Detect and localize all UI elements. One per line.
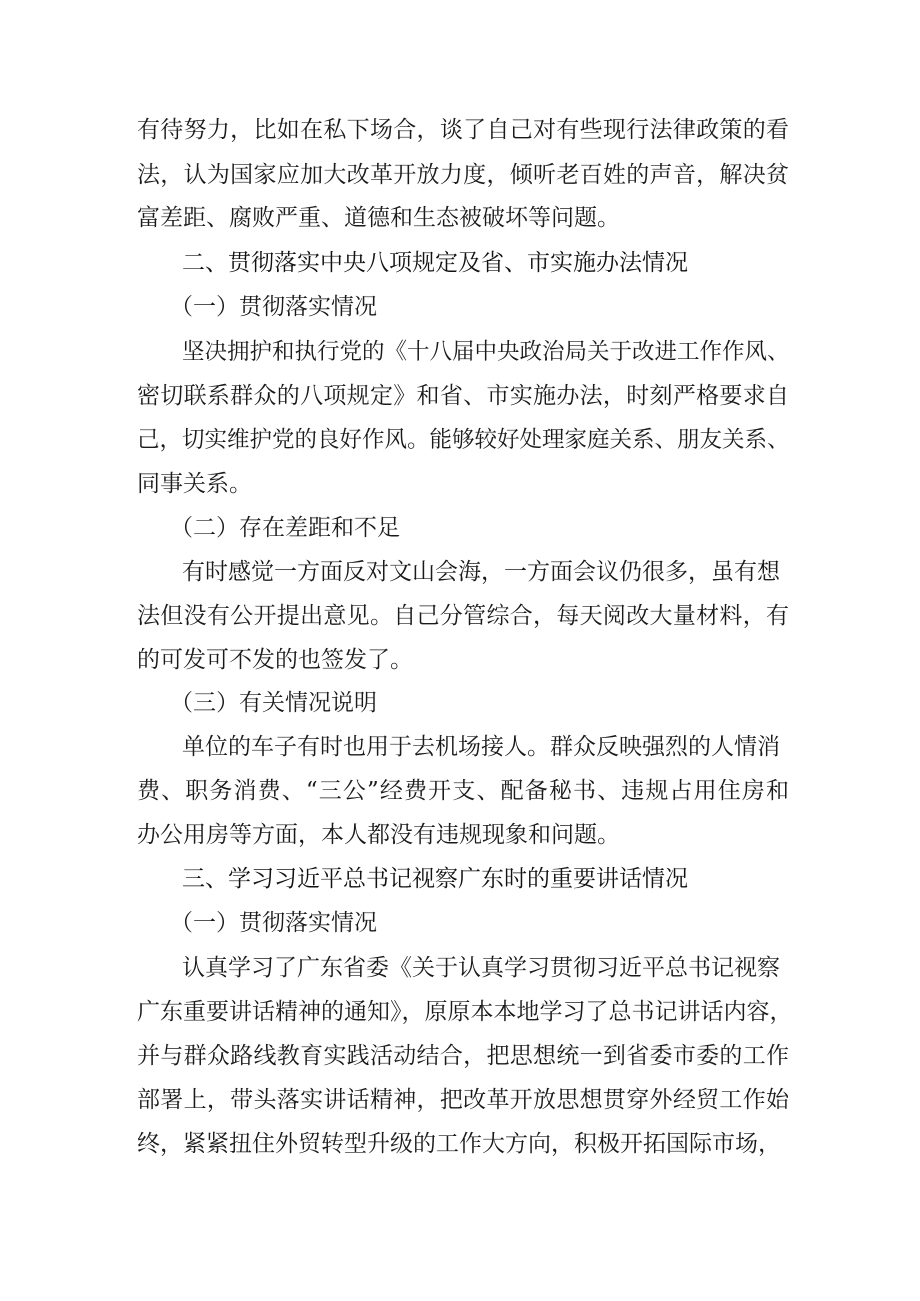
text-line: 有待努力，比如在私下场合，谈了自己对有些现行法律政策的看 xyxy=(137,117,789,143)
text-line: 部署上，带头落实讲话精神，把改革开放思想贯穿外经贸工作始 xyxy=(137,1087,789,1113)
text-line: 办公用房等方面，本人都没有违规现象和问题。 xyxy=(137,822,620,848)
text-line: 坚决拥护和执行党的《十八届中央政治局关于改进工作作风、 xyxy=(182,339,790,365)
section-heading: 二、贯彻落实中央八项规定及省、市实施办法情况 xyxy=(182,250,688,276)
subsection-heading: （一）贯彻落实情况 xyxy=(170,294,377,320)
text-line: 法但没有公开提出意见。自己分管综合，每天阅改大量材料，有 xyxy=(137,603,789,629)
text-line: 费、职务消费、“三公”经费开支、配备秘书、违规占用住房和 xyxy=(137,778,789,804)
text-line: 认真学习了广东省委《关于认真学习贯彻习近平总书记视察 xyxy=(182,955,780,981)
text-line: 富差距、腐败严重、道德和生态被破坏等问题。 xyxy=(137,205,620,231)
text-line: 的可发可不发的也签发了。 xyxy=(137,647,413,673)
text-line: 法，认为国家应加大改革开放力度，倾听老百姓的声音，解决贫 xyxy=(137,162,789,188)
subsection-heading: （二）存在差距和不足 xyxy=(170,515,400,541)
subsection-heading: （一）贯彻落实情况 xyxy=(170,910,377,936)
text-line: 有时感觉一方面反对文山会海，一方面会议仍很多，虽有想 xyxy=(182,559,780,585)
text-line: 同事关系。 xyxy=(137,471,252,497)
text-line: 密切联系群众的八项规定》和省、市实施办法，时刻严格要求自 xyxy=(137,383,789,409)
text-line: 并与群众路线教育实践活动结合，把思想统一到省委市委的工作 xyxy=(137,1043,789,1069)
subsection-heading: （三）有关情况说明 xyxy=(170,690,377,716)
text-line: 广东重要讲话精神的通知》，原原本本地学习了总书记讲话内容， xyxy=(137,999,793,1025)
text-line: 终，紧紧扭住外贸转型升级的工作大方向，积极开拓国际市场， xyxy=(137,1131,781,1157)
section-heading: 三、学习习近平总书记视察广东时的重要讲话情况 xyxy=(182,866,688,892)
text-line: 单位的车子有时也用于去机场接人。群众反映强烈的人情消 xyxy=(182,734,780,760)
text-line: 己，切实维护党的良好作风。能够较好处理家庭关系、朋友关系、 xyxy=(137,427,790,453)
